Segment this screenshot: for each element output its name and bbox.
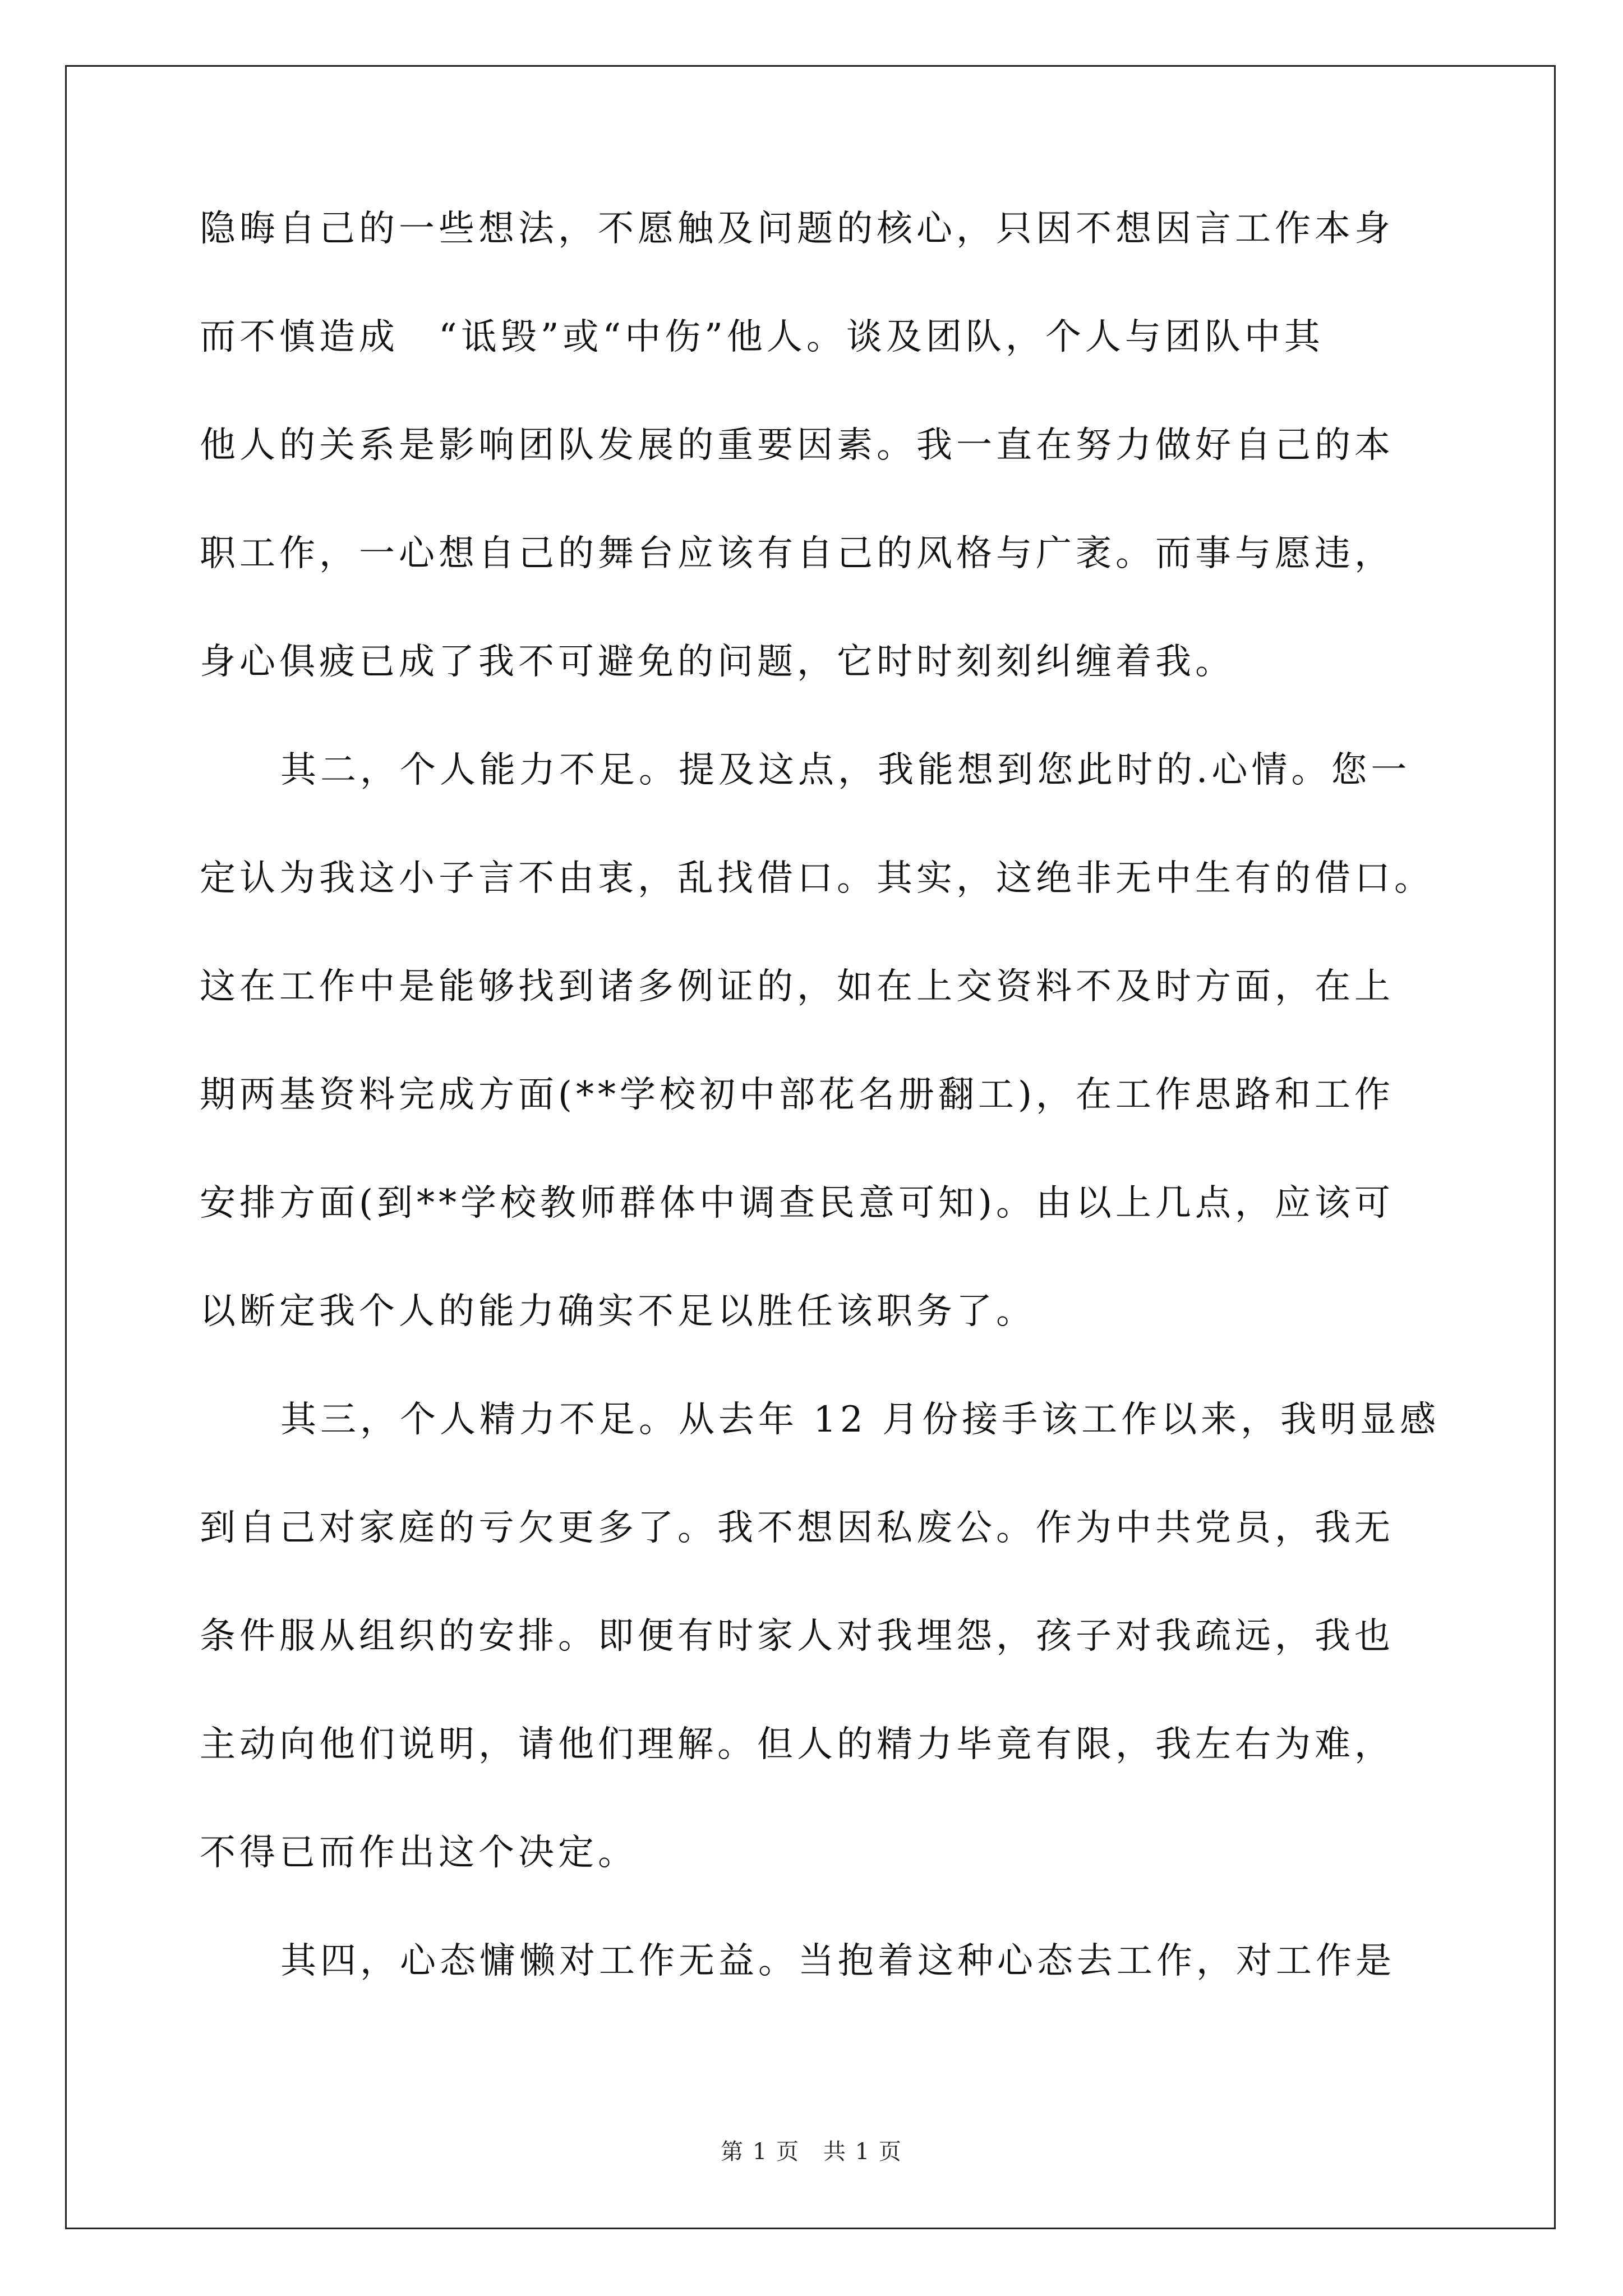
text-line: 期两基资料完成方面(**学校初中部花名册翻工)，在工作思路和工作	[200, 1074, 1394, 1116]
text-line: 以断定我个人的能力确实不足以胜任该职务了。	[200, 1291, 1036, 1332]
text-line: 隐晦自己的一些想法，不愿触及问题的核心，只因不想因言工作本身	[200, 208, 1394, 250]
text-line: 不得已而作出这个决定。	[200, 1832, 638, 1874]
text-line: 职工作，一心想自己的舞台应该有自己的风格与广袤。而事与愿违，	[200, 533, 1394, 574]
text-line: 他人的关系是影响团队发展的重要因素。我一直在努力做好自己的本	[200, 425, 1394, 466]
text-line: 身心俱疲已成了我不可避免的问题，它时时刻刻纠缠着我。	[200, 641, 1235, 683]
text-line: 定认为我这小子言不由衷，乱找借口。其实，这绝非无中生有的借口。	[200, 858, 1434, 899]
text-line: 到自己对家庭的亏欠更多了。我不想因私废公。作为中共党员，我无	[200, 1507, 1394, 1549]
text-line: 其三，个人精力不足。从去年 12 月份接手该工作以来，我明显感	[280, 1399, 1440, 1441]
document-body	[200, 208, 1440, 2051]
text-line: 其二，个人能力不足。提及这点，我能想到您此时的.心情。您一	[280, 749, 1411, 791]
text-line: 而不慎造成 “诋毁”或“中伤”他人。谈及团队，个人与团队中其	[200, 316, 1324, 358]
text-line: 其四，心态慵懒对工作无益。当抱着这种心态去工作，对工作是	[280, 1940, 1395, 1982]
page-footer: 第 1 页 共 1 页	[721, 2139, 902, 2165]
text-line: 安排方面(到**学校教师群体中调查民意可知)。由以上几点，应该可	[200, 1182, 1394, 1224]
text-line: 条件服从组织的安排。即便有时家人对我埋怨，孩子对我疏远，我也	[200, 1616, 1394, 1657]
text-line: 这在工作中是能够找到诸多例证的，如在上交资料不及时方面，在上	[200, 966, 1394, 1007]
text-line: 主动向他们说明，请他们理解。但人的精力毕竟有限，我左右为难，	[200, 1724, 1394, 1765]
